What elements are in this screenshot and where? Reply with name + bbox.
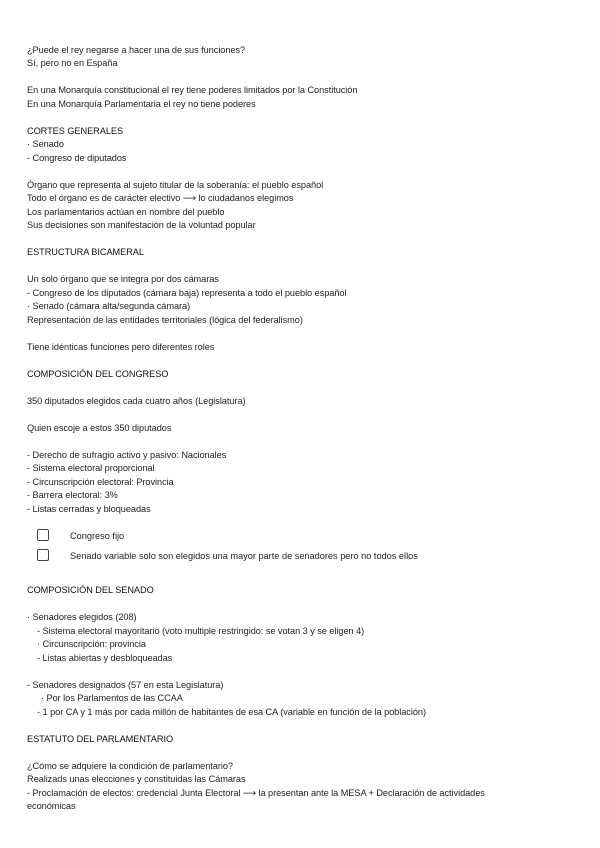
- congreso-list-item: - Listas cerradas y bloqueadas: [27, 504, 151, 514]
- senado-designados-item: · Por los Parlamentos de las CCAA: [41, 693, 183, 703]
- congreso-heading: COMPOSICIÓN DEL CONGRESO: [27, 369, 169, 379]
- cortes-line: Los parlamentarios actúan en nombre del pueblo: [27, 207, 225, 217]
- constitutional-monarchy-text: En una Monarquía constitucional el rey tiene poderes limitados por la Constitución: [27, 85, 358, 95]
- checkbox[interactable]: [37, 549, 49, 561]
- bicameral-line: · Senado (cámara alta/segunda cámara): [27, 301, 191, 311]
- senado-designados: - Senadores designados (57 en esta Legislatura): [27, 680, 224, 690]
- checkbox-label: Congreso fijo: [70, 531, 125, 541]
- congreso-list-item: - Derecho de sufragio activo y pasivo: Nacionales: [27, 450, 227, 460]
- senado-elegidos-item: · Circunscripción: provincia: [37, 639, 146, 649]
- bicameral-line: Representación de las entidades territoriales (lógica del federalismo): [27, 315, 303, 325]
- congreso-line: Quien escoje a estos 350 diputados: [27, 423, 172, 433]
- estatuto-line: económicas: [27, 801, 76, 811]
- cortes-item-congreso: - Congreso de diputados: [27, 153, 127, 163]
- cortes-line: Sus decisiones son manifestación de la voluntad popular: [27, 220, 256, 230]
- congreso-list-item: - Barrera electoral: 3%: [27, 490, 118, 500]
- bicameral-line: - Congreso de los diputados (cámara baja) representa a todo el pueblo español: [27, 288, 347, 298]
- congreso-list-item: - Sistema electoral proporcional: [27, 463, 155, 473]
- checkbox[interactable]: [37, 529, 49, 541]
- estatuto-line: Realizads unas elecciones y constituidas las Cámaras: [27, 774, 246, 784]
- congreso-list-item: - Circunscripción electoral: Provincia: [27, 477, 174, 487]
- cortes-generales-heading: CORTES GENERALES: [27, 126, 124, 136]
- cortes-line: Todo el órgano es de carácter electivo ⟶ lo ciudadanos elegimos: [27, 193, 294, 203]
- bicameral-note: Tiene idénticas funciones pero diferentes roles: [27, 342, 215, 352]
- congreso-line: 350 diputados elegidos cada cuatro años (Legislatura): [27, 396, 246, 406]
- senado-elegidos-item: - Sistema electoral mayoritario (voto multiple restringido: se votan 3 y se eligen 4): [37, 626, 365, 636]
- estatuto-heading: ESTATUTO DEL PARLAMENTARIO: [27, 734, 174, 744]
- bicameral-heading: ESTRUCTURA BICAMERAL: [27, 247, 144, 257]
- cortes-line: Órgano que representa al sujeto titular de la soberanía: el pueblo español: [27, 180, 324, 190]
- senado-designados-item: - 1 por CA y 1 más por cada millón de habitantes de esa CA (variable en función de la población): [37, 707, 426, 717]
- estatuto-line: - Proclamación de electos: credencial Junta Electoral ⟶ la presentan ante la MESA + Declaración de actividades: [27, 788, 485, 798]
- parliamentary-monarchy-text: En una Monarquía Parlamentaria el rey no tiene poderes: [27, 99, 256, 109]
- question-king-refuse: ¿Puede el rey negarse a hacer una de sus funciones?: [27, 45, 246, 55]
- senado-elegidos-item: - Listas abiertas y desbloqueadas: [37, 653, 173, 663]
- senado-heading: COMPOSICIÓN DEL SENADO: [27, 585, 154, 595]
- checkbox-label: Senado variable solo son elegidos una mayor parte de senadores pero no todos ellos: [70, 551, 418, 561]
- estatuto-line: ¿Cómo se adquiere la condición de parlamentario?: [27, 761, 233, 771]
- cortes-item-senado: · Senado: [27, 139, 64, 149]
- senado-elegidos: · Senadores elegidos (208): [27, 612, 137, 622]
- answer-king-refuse: Sí, pero no en España: [27, 58, 118, 68]
- bicameral-line: Un solo órgano que se integra por dos cámaras: [27, 274, 219, 284]
